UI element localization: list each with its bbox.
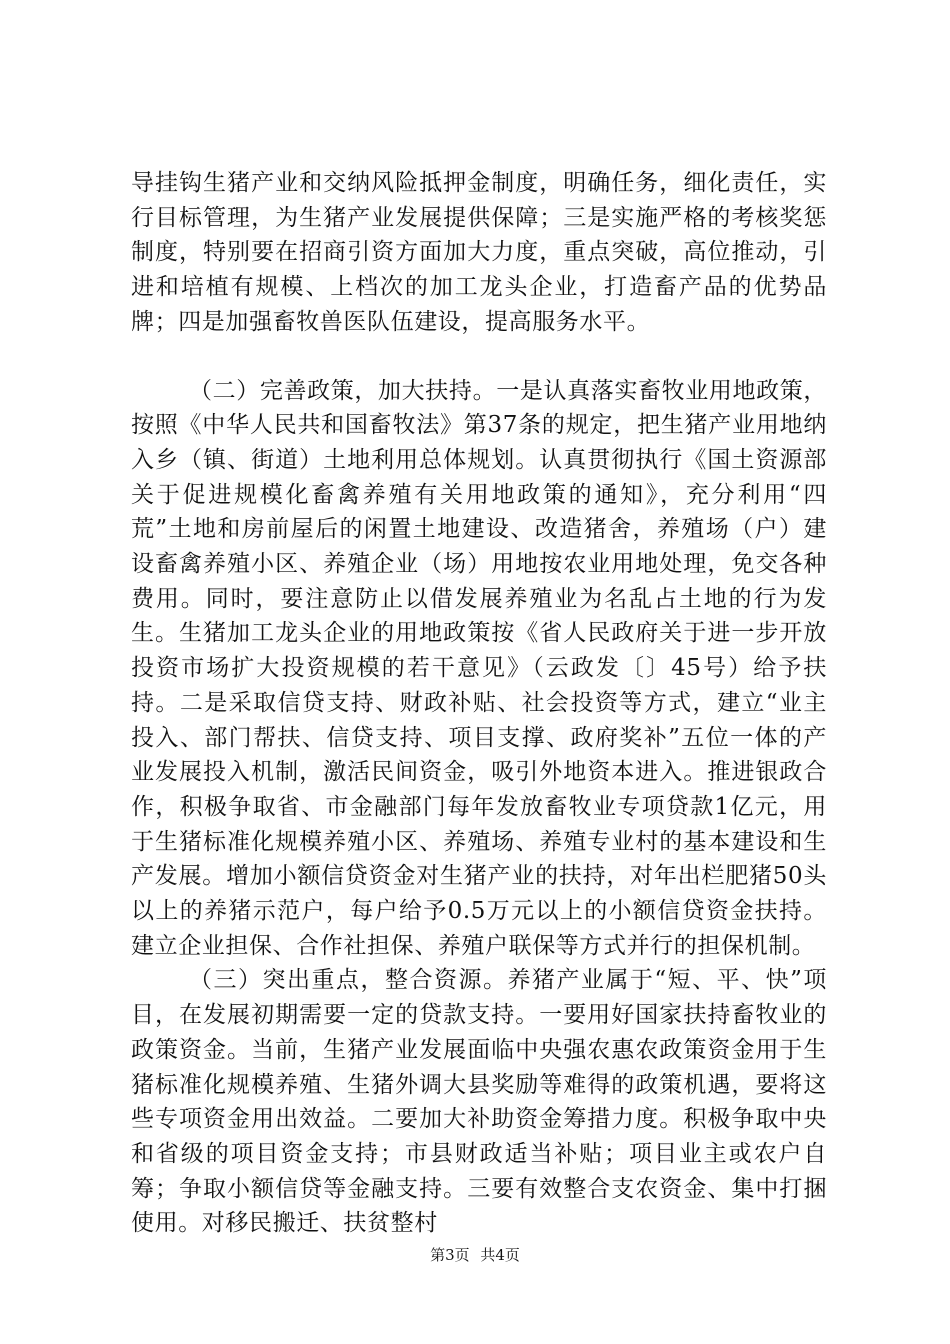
page-total: 共4页 [480, 1246, 520, 1264]
paragraph-1: 导挂钩生猪产业和交纳风险抵押金制度，明确任务，细化责任，实行目标管理，为生猪产业发展提供保障；三是实施严格的考核奖惩制度，特别要在招商引资方面加大力度，重点突破，高位推动，引进和培植有规模、上档次的加工龙头企业，打造畜产品的优势品牌；四是加强畜牧兽医队伍建设，提高服务水平。 [131, 170, 827, 335]
paragraph-3: （三）突出重点，整合资源。养猪产业属于“短、平、快”项目，在发展初期需要一定的贷款支持。一要用好国家扶持畜牧业的政策资金。当前，生猪产业发展面临中央强农惠农政策资金用于生猪标准化规模养殖、生猪外调大县奖励等难得的政策机遇，要将这些专项资金用出效益。二要加大补助资金筹措力度。积极争取中央和省级的项目资金支持；市县财政适当补贴；项目业主或农户自筹；争取小额信贷等金融支持。三要有效整合支农资金、集中打捆使用。对移民搬迁、扶贫整村 [131, 967, 827, 1237]
document-body [131, 166, 827, 1241]
page-footer [0, 1244, 950, 1265]
page-number: 第3页 [430, 1246, 470, 1264]
paragraph-spacer [131, 340, 827, 374]
paragraph-2: （二）完善政策，加大扶持。一是认真落实畜牧业用地政策，按照《中华人民共和国畜牧法》第37条的规定，把生猪产业用地纳入乡（镇、街道）土地利用总体规划。认真贯彻执行《国土资源部关于促进规模化畜禽养殖有关用地政策的通知》，充分利用“四荒”土地和房前屋后的闲置土地建设、改造猪舍，养殖场（户）建设畜禽养殖小区、养殖企业（场）用地按农业用地处理，免交各种费用。同时，要注意防止以借发展养殖业为名乱占土地的行为发生。生猪加工龙头企业的用地政策按《省人民政府关于进一步开放投资市场扩大投资规模的若干意见》（云政发〔〕45号）给予扶持。二是采取信贷支持、财政补贴、社会投资等方式，建立“业主投入、部门帮扶、信贷支持、项目支撑、政府奖补”五位一体的产业发展投入机制，激活民间资金，吸引外地资本进入。推进银政合作，积极争取省、市金融部门每年发放畜牧业专项贷款1亿元，用于生猪标准化规模养殖小区、养殖场、养殖专业村的基本建设和生产发展。增加小额信贷资金对生猪产业的扶持，对年出栏肥猪50头以上的养猪示范户，每户给予0.5万元以上的小额信贷资金扶持。建立企业担保、合作社担保、养殖户联保等方式并行的担保机制。 [131, 377, 827, 959]
